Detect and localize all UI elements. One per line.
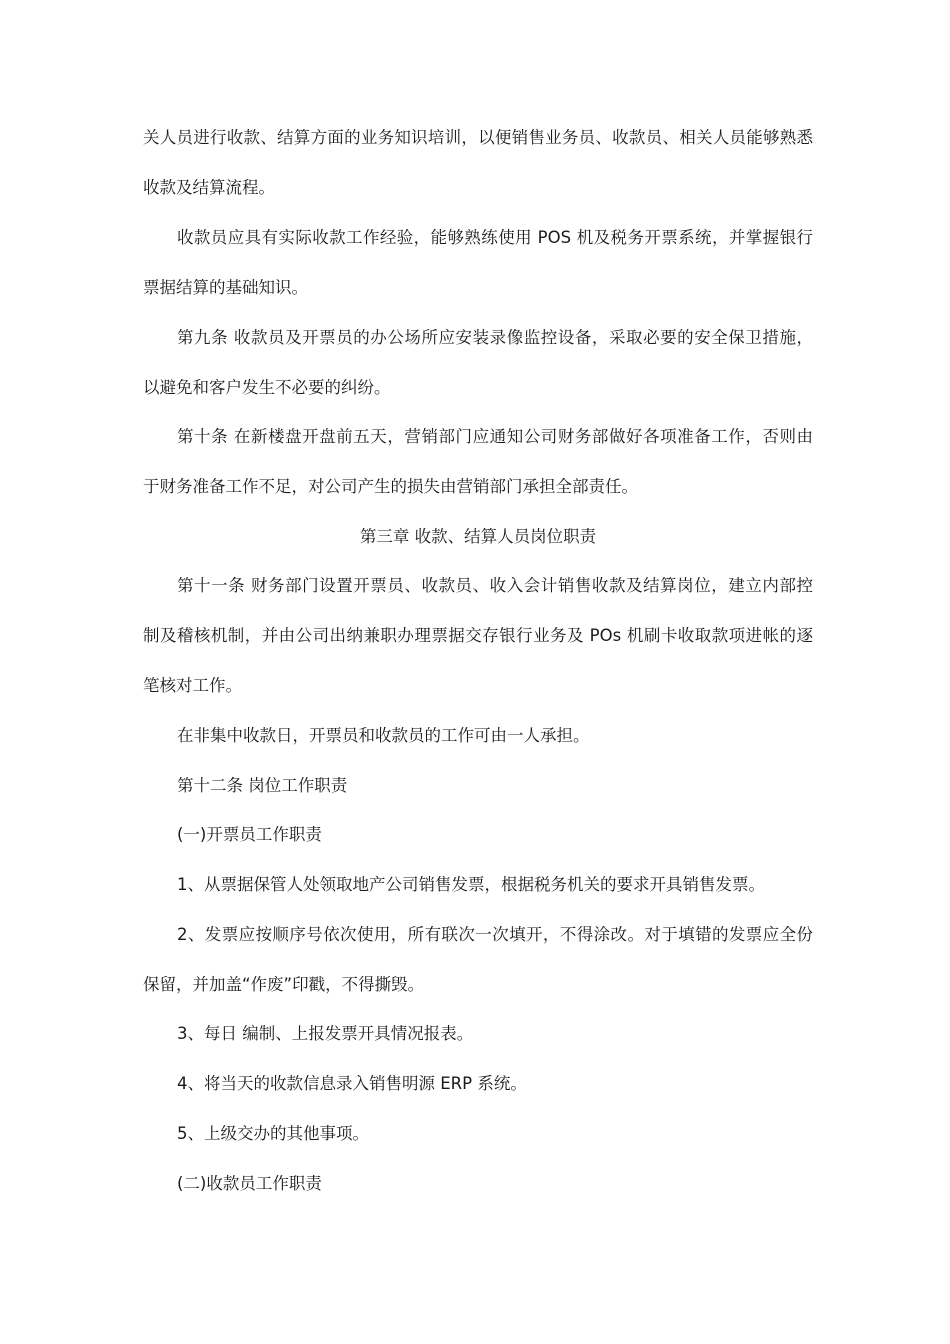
article-9: 第九条 收款员及开票员的办公场所应安装录像监控设备，采取必要的安全保卫措施， <box>177 328 813 347</box>
list-item: 4、将当天的收款信息录入销售明源 ERP 系统。 <box>177 1074 527 1093</box>
article-11: 第十一条 财务部门设置开票员、收款员、收入会计销售收款及结算岗位，建立内部控 <box>177 576 813 595</box>
section-heading-cashier: (二)收款员工作职责 <box>177 1174 322 1193</box>
paragraph-line: 在非集中收款日，开票员和收款员的工作可由一人承担。 <box>177 726 590 745</box>
paragraph-line: 票据结算的基础知识。 <box>143 278 308 297</box>
paragraph-line: 收款员应具有实际收款工作经验，能够熟练使用 POS 机及税务开票系统，并掌握银行 <box>177 228 813 247</box>
paragraph-line: 以避免和客户发生不必要的纠纷。 <box>143 378 391 397</box>
list-item: 2、发票应按顺序号依次使用，所有联次一次填开，不得涂改。对于填错的发票应全份 <box>177 925 813 944</box>
paragraph-line: 笔核对工作。 <box>143 676 242 695</box>
list-item: 1、从票据保管人处领取地产公司销售发票，根据税务机关的要求开具销售发票。 <box>177 875 765 894</box>
section-heading-invoicer: (一)开票员工作职责 <box>177 825 322 844</box>
paragraph-line: 制及稽核机制，并由公司出纳兼职办理票据交存银行业务及 POs 机刷卡收取款项进帐的逐 <box>143 626 813 645</box>
paragraph-line: 关人员进行收款、结算方面的业务知识培训，以便销售业务员、收款员、相关人员能够熟悉 <box>143 128 813 147</box>
chapter-heading: 第三章 收款、结算人员岗位职责 <box>359 527 597 546</box>
paragraph-line: 收款及结算流程。 <box>143 178 275 197</box>
article-10: 第十条 在新楼盘开盘前五天，营销部门应通知公司财务部做好各项准备工作，否则由 <box>177 427 813 446</box>
paragraph-line: 于财务准备工作不足，对公司产生的损失由营销部门承担全部责任。 <box>143 477 638 496</box>
paragraph-line: 保留，并加盖“作废”印戳，不得撕毁。 <box>143 975 425 994</box>
article-12: 第十二条 岗位工作职责 <box>177 776 348 795</box>
list-item: 5、上级交办的其他事项。 <box>177 1124 369 1143</box>
list-item: 3、每日 编制、上报发票开具情况报表。 <box>177 1024 474 1043</box>
